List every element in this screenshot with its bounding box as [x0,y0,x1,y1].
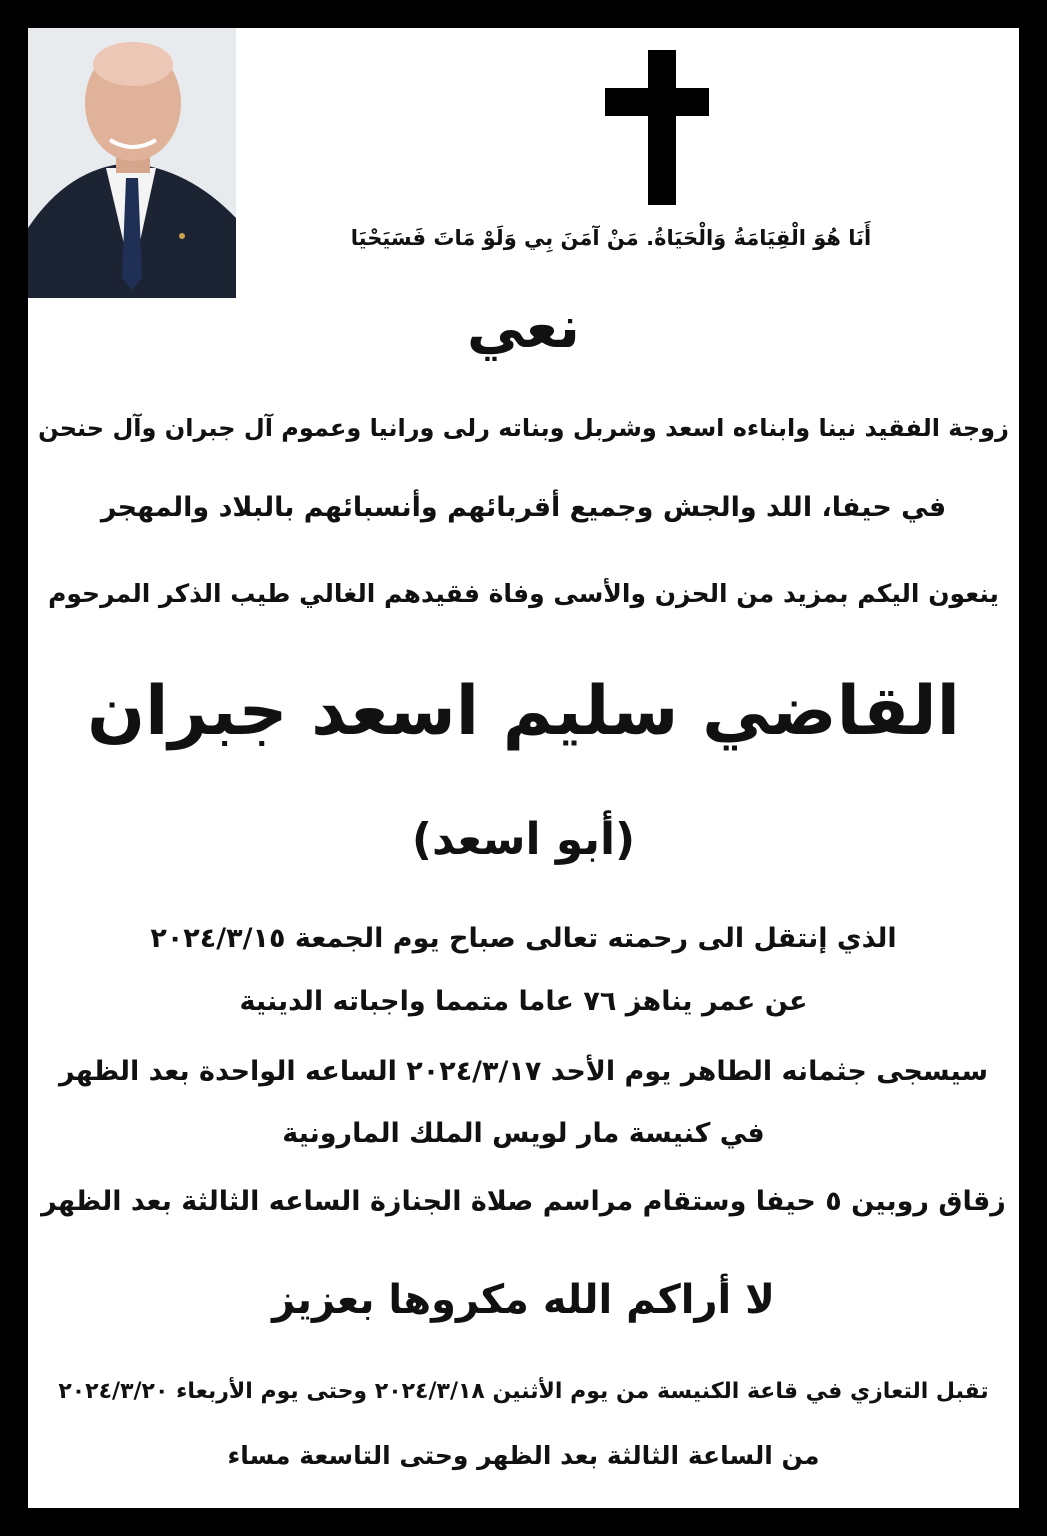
age-line: عن عمر يناهز ٧٦ عاما متمما واجباته الدينية [239,986,808,1017]
death-date-line: الذي إنتقل الى رحمته تعالى صباح يوم الجمعة ٢٠٢٤/٣/١٥ [150,923,897,954]
viewing-line: سيسجى جثمانه الطاهر يوم الأحد ٢٠٢٤/٣/١٧ الساعه الواحدة بعد الظهر [58,1056,989,1087]
deceased-portrait-photo [28,28,236,298]
cross-icon-bar [605,88,709,116]
family-line: زوجة الفقيد نينا وابناءه اسعد وشربل وبناته رلى ورانيا وعموم آل جبران وآل حنحن [38,414,1009,442]
condolence-phrase: لا أراكم الله مكروها بعزيز [272,1277,775,1323]
deceased-kunya: (أبو اسعد) [411,814,636,865]
relatives-line: في حيفا، اللد والجش وجميع أقربائهم وأنسبائهم بالبلاد والمهجر [100,492,947,523]
deceased-name: القاضي سليم اسعد جبران [87,672,960,751]
condolences-hours-line: من الساعة الثالثة بعد الظهر وحتى التاسعة مساء [227,1441,820,1470]
cross-icon [648,50,676,205]
funeral-line: زقاق روبين ٥ حيفا وستقام مراسم صلاة الجنازة الساعه الثالثة بعد الظهر [41,1186,1006,1217]
obituary-page [28,28,1019,1508]
bible-verse: أَنَا هُوَ الْقِيَامَةُ وَالْحَيَاةُ. مَنْ آمَنَ بِي وَلَوْ مَاتَ فَسَيَحْيَا [350,226,872,250]
condolences-dates-line: تقبل التعازي في قاعة الكنيسة من يوم الأثنين ٢٠٢٤/٣/١٨ وحتى يوم الأربعاء ٢٠٢٤/٣/٢٠ [58,1379,989,1404]
portrait-icon [28,28,236,298]
announcement-line: ينعون اليكم بمزيد من الحزن والأسى وفاة فقيدهم الغالي طيب الذكر المرحوم [48,579,999,608]
page-title: نعي [466,293,581,361]
church-line: في كنيسة مار لويس الملك المارونية [282,1118,765,1149]
